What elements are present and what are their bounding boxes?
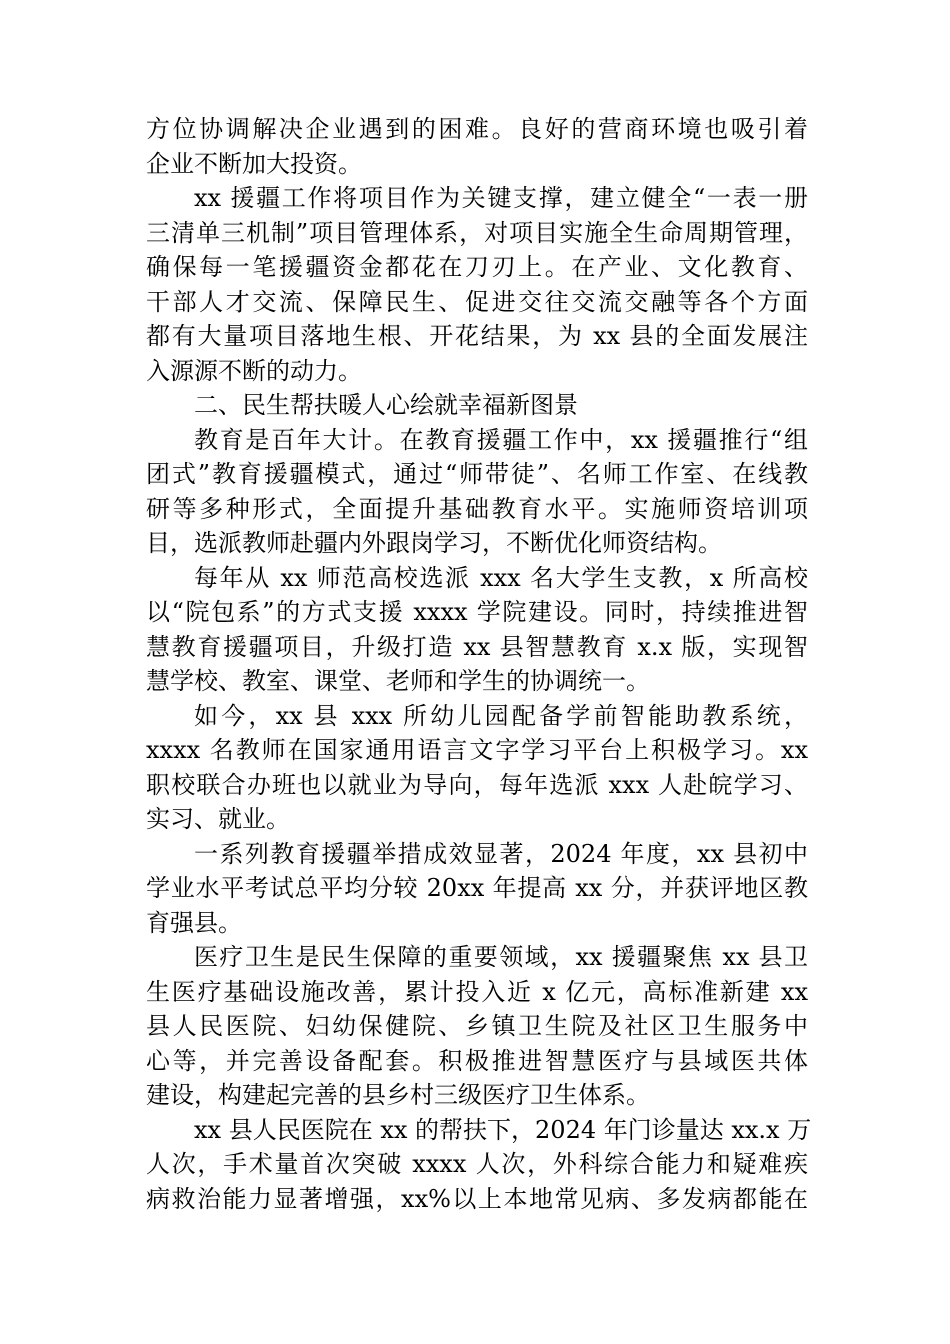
text-line: 建设，构建起完善的县乡村三级医疗卫生体系。	[146, 1081, 650, 1109]
paragraph-first-line: 教育是百年大计。在教育援疆工作中，xx 援疆推行“组	[194, 425, 808, 454]
text-line: 团式”教育援疆模式，通过“师带徒”、名师工作室、在线教	[146, 460, 808, 488]
paragraph-first-line: xx 县人民医院在 xx 的帮扶下，2024 年门诊量达 xx.x 万	[194, 1115, 812, 1144]
text-line: 病救治能力显著增强，xx%以上本地常见病、多发病都能在	[146, 1184, 808, 1213]
paragraph-first-line: 二、民生帮扶暖人心绘就幸福新图景	[194, 391, 578, 419]
paragraph-first-line: 一系列教育援疆举措成效显著，2024 年度，xx 县初中	[194, 839, 808, 868]
paragraph-first-line: xx 援疆工作将项目作为关键支撑，建立健全“一表一册	[194, 184, 808, 212]
text-line: 学业水平考试总平均分较 20xx 年提高 xx 分，并获评地区教	[146, 874, 808, 902]
text-line: 慧教育援疆项目，升级打造 xx 县智慧教育 x.x 版，实现智	[146, 632, 808, 661]
text-line: 心等，并完善设备配套。积极推进智慧医疗与县域医共体	[146, 1046, 808, 1075]
text-line: 育强县。	[146, 908, 242, 937]
text-line: 生医疗基础设施改善，累计投入近 x 亿元，高标准新建 xx	[146, 977, 808, 1006]
text-line: 企业不断加大投资。	[146, 149, 362, 178]
paragraph-first-line: 如今，xx 县 xxx 所幼儿园配备学前智能助教系统，	[194, 701, 808, 730]
text-line: 研等多种形式，全面提升基础教育水平。实施师资培训项	[146, 494, 808, 523]
text-line: 目，选派教师赴疆内外跟岗学习，不断优化师资结构。	[146, 529, 722, 557]
text-line: 方位协调解决企业遇到的困难。良好的营商环境也吸引着	[146, 115, 808, 143]
text-line: 人次，手术量首次突破 xxxx 人次，外科综合能力和疑难疾	[146, 1150, 808, 1178]
paragraph-first-line: 医疗卫生是民生保障的重要领域，xx 援疆聚焦 xx 县卫	[194, 943, 808, 971]
text-line: 县人民医院、妇幼保健院、乡镇卫生院及社区卫生服务中	[146, 1012, 808, 1040]
text-line: xxxx 名教师在国家通用语言文字学习平台上积极学习。xx	[146, 736, 808, 764]
paragraph-first-line: 每年从 xx 师范高校选派 xxx 名大学生支教，x 所高校	[194, 563, 808, 592]
text-line: 都有大量项目落地生根、开花结果，为 xx 县的全面发展注	[146, 322, 808, 350]
text-line: 实习、就业。	[146, 805, 290, 833]
text-line: 三清单三机制”项目管理体系，对项目实施全生命周期管理，	[146, 218, 808, 247]
text-line: 确保每一笔援疆资金都花在刀刃上。在产业、文化教育、	[146, 253, 808, 281]
text-line: 慧学校、教室、课堂、老师和学生的协调统一。	[146, 667, 650, 695]
text-line: 入源源不断的动力。	[146, 356, 362, 385]
text-line: 职校联合办班也以就业为导向，每年选派 xxx 人赴皖学习、	[146, 770, 808, 799]
document-page	[146, 112, 812, 1216]
text-line: 以“院包系”的方式支援 xxxx 学院建设。同时，持续推进智	[146, 598, 808, 626]
text-line: 干部人才交流、保障民生、促进交往交流交融等各个方面	[146, 287, 808, 316]
